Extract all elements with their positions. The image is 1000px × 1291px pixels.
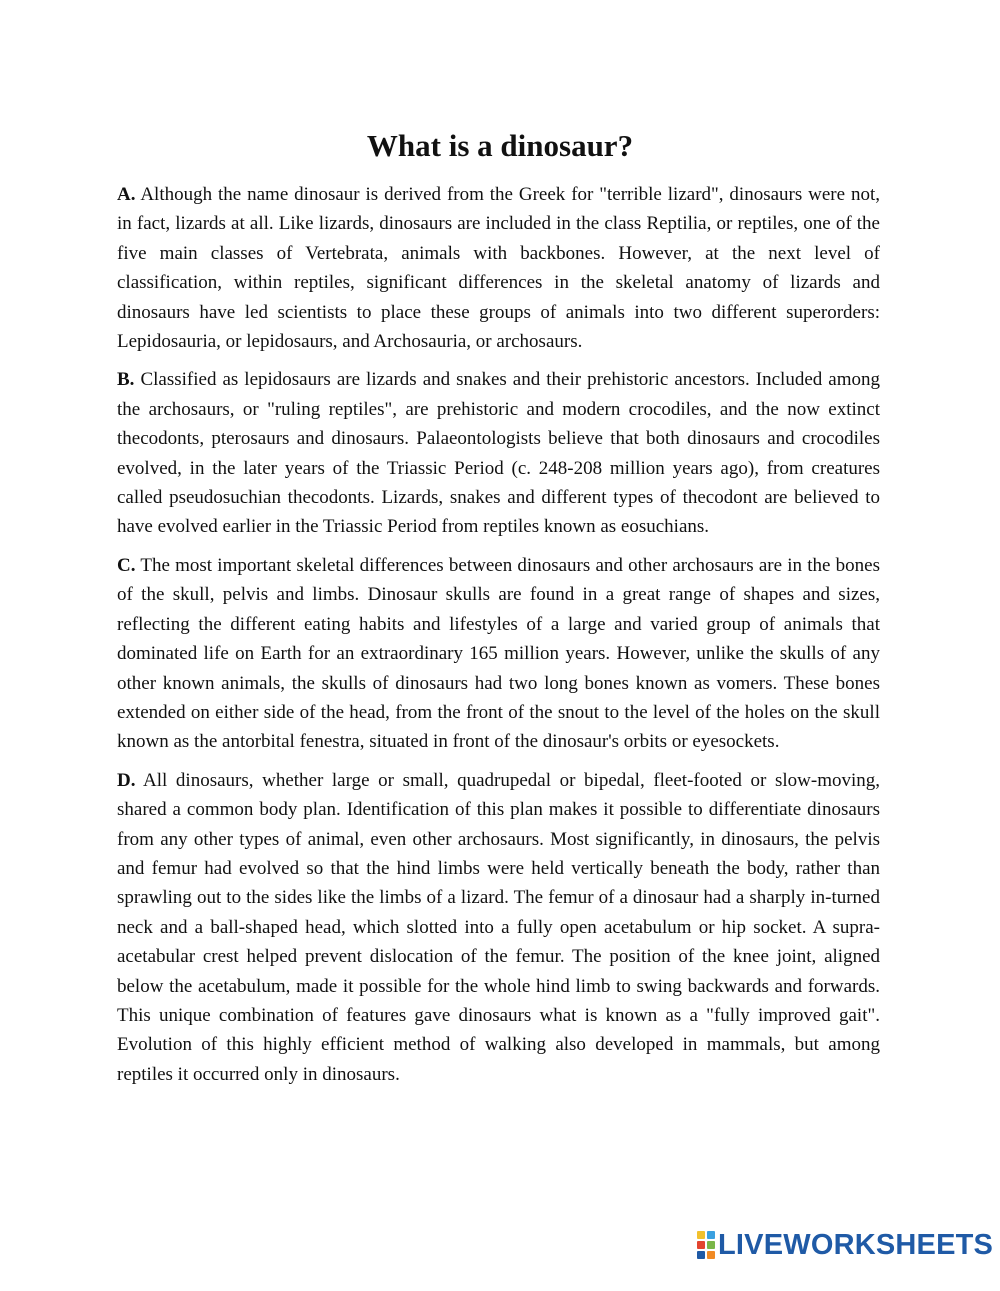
- paragraph-text: All dinosaurs, whether large or small, quadrupedal or bipedal, fleet-footed or slow-moving, shared a common body plan. Identification of this plan makes it possible to differentiate dinosaurs from any other types of animal, even other archosaurs. Most significantly, in dinosaurs, the pelvis and femur had evolved so that the hind limbs were held vertically beneath the body, rather than sprawling out to the sides like the limbs of a lizard. The femur of a dinosaur had a sharply in-turned neck and a ball-shaped head, which slotted into a fully open acetabulum or hip socket. A supra-acetabular crest helped prevent dislocation of the femur. The position of the knee joint, aligned below the acetabulum, made it possible for the whole hind limb to swing backwards and forwards. This unique combination of features gave dinosaurs what is known as a "fully improved gait". Evolution of this highly efficient method of walking also developed in mammals, but among reptiles it occurred only in dinosaurs.: [117, 769, 880, 1085]
- paragraph-text: Although the name dinosaur is derived from the Greek for "terrible lizard", dinosaurs were not, in fact, lizards at all. Like lizards, dinosaurs are included in the class Reptilia, or reptiles, one of the five main classes of Vertebrata, animals with backbones. However, at the next level of classification, within reptiles, significant differences in the skeletal anatomy of lizards and dinosaurs have led scientists to place these groups of animals into two different superorders: Lepidosauria, or lepidosaurs, and Archosauria, or archosaurs.: [117, 184, 880, 353]
- logo-block: [697, 1241, 705, 1249]
- paragraph-letter: B.: [117, 369, 135, 391]
- paragraph-c: [117, 551, 880, 757]
- paragraph-text: The most important skeletal differences between dinosaurs and other archosaurs are in the bones of the skull, pelvis and limbs. Dinosaur skulls are found in a great range of shapes and sizes, reflecting the different eating habits and lifestyles of a large and varied group of animals that dominated life on Earth for an extraordinary 165 million years. However, unlike the skulls of any other known animals, the skulls of dinosaurs had two long bones known as vomers. These bones extended on either side of the head, from the front of the snout to the level of the holes on the skull known as the antorbital fenestra, situated in front of the dinosaur's orbits or eyesockets.: [117, 554, 880, 753]
- logo-block: [707, 1251, 715, 1259]
- paragraph-text: Classified as lepidosaurs are lizards and snakes and their prehistoric ancestors. Included among the archosaurs, or "ruling reptiles", are prehistoric and modern crocodiles, and the now extinct thecodonts, pterosaurs and dinosaurs. Palaeontologists believe that both dinosaurs and crocodiles evolved, in the later years of the Triassic Period (c. 248-208 million years ago), from creatures called pseudosuchian thecodonts. Lizards, snakes and different types of thecodont are believed to have evolved earlier in the Triassic Period from reptiles known as eosuchians.: [117, 369, 880, 538]
- page-title: What is a dinosaur?: [366, 128, 634, 163]
- paragraph-letter: D.: [117, 769, 136, 791]
- paragraph-letter: C.: [117, 554, 136, 576]
- logo-block: [707, 1231, 715, 1239]
- liveworksheets-logo: [697, 1229, 993, 1261]
- paragraph-d: [117, 766, 880, 1089]
- logo-blocks-icon: [697, 1231, 715, 1259]
- paragraph-b: [117, 365, 880, 541]
- logo-block: [697, 1251, 705, 1259]
- reading-passage: [117, 180, 880, 1098]
- paragraph-a: [117, 180, 880, 356]
- logo-block: [707, 1241, 715, 1249]
- logo-block: [697, 1231, 705, 1239]
- paragraph-letter: A.: [117, 184, 136, 205]
- logo-text: LIVEWORKSHEETS: [718, 1229, 994, 1261]
